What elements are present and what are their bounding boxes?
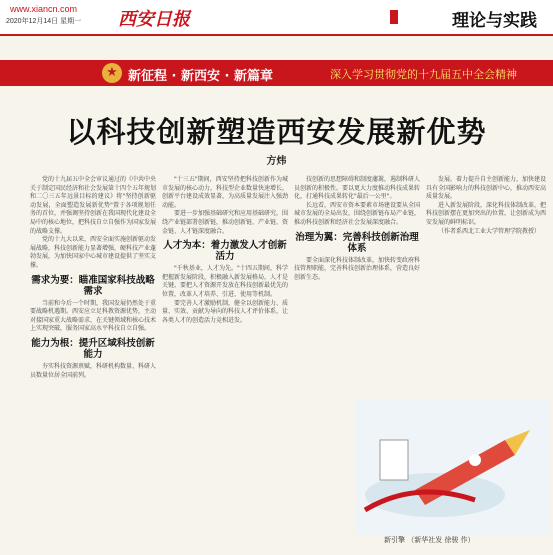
paragraph: 技创新的思想障碍和制度藩篱，遏制科研人员创新的积极性。要以更大力度推动科技成果转化，打通科技成果转化"最后一公里"。 (294, 176, 421, 201)
paragraph: "千秋基业，人才为先。"十四五期间，科学把握新发展阶段，积极融入新发展格局，人才是关键。要把人才资源开发放在科技创新最优先的位置，改革人才培养、引进、使用等机制。 (162, 265, 289, 298)
paragraph: 长远看，西安市资本要素市场建设要从全国城市发展的全局出发，围绕创新链布局产业链，推动科技创新和经济社会发展深度融合。 (294, 201, 421, 226)
rocket-illustration (355, 400, 550, 535)
section-heading: 能力为根：提升区域科技创新能力 (31, 337, 155, 360)
paragraph: 要完善人才激励机制，健全以创新能力、质量、实效、贡献为导向的科技人才评价体系，让各类人才的创造活力竞相迸发。 (162, 299, 289, 324)
section-title: 理论与实践 (452, 11, 537, 31)
section-marker (390, 10, 398, 24)
section-heading: 人才为本：着力激发人才创新活力 (163, 240, 287, 263)
paragraph: 要进一步加强基础研究和应用基础研究，围绕产业链部署创新链，推动创新链、产业链、资金链、人才链深度融合。 (162, 210, 289, 235)
paragraph: 党的十九大以来，西安全面实施创新驱动发展战略，科技创新能力显著增强，硬科技产业蓬勃发展，为加快国家中心城市建设提供了坚实支撑。 (30, 236, 157, 269)
article-column-2 (162, 176, 288, 325)
paragraph: 要全面深化科技体制改革，加快转变政府科技管理职能，完善科技创新治理体系，营造良好创新生态。 (294, 256, 421, 281)
banner-title: 新征程 · 新西安 · 新篇章 (128, 69, 273, 84)
article-column-4 (426, 176, 546, 236)
illustration-caption: 新引擎 （新华社发 徐骏 作） (384, 536, 475, 544)
newspaper-logo: 西安日报 (118, 9, 190, 30)
article-headline: 以科技创新塑造西安发展新优势 (66, 115, 487, 149)
article-column-1 (30, 176, 156, 380)
article-author: 方炜 (266, 156, 287, 167)
paragraph: 进入新发展阶段，深化科技体制改革，把科技创新摆在更加突出的位置，让创新成为西安发展的鲜明标识。 (426, 201, 547, 226)
paragraph: 当前和今后一个时期，我国发展仍然处于重要战略机遇期。西安应立足科教资源优势，主动对接国家重大战略需求，在关键领域和核心技术上实现突破，服务国家高水平科技自立自强。 (30, 299, 157, 333)
article-column-3 (294, 176, 420, 282)
issue-date: 2020年12月14日 星期一 (6, 18, 82, 25)
paragraph: 发展。着力提升自主创新能力，加快建设具有全国影响力的科技创新中心，推动西安高质量发展。 (426, 176, 547, 201)
banner-subtitle: 深入学习贯彻党的十九届五中全会精神 (330, 68, 517, 81)
paragraph: 党的十九届五中全会审议通过的《中共中央关于制定国民经济和社会发展第十四个五年规划和二〇三五年远景目标的建议》将"坚持创新驱动发展，全面塑造发展新优势"置于各项规划任务的首位，并强调坚持创新在我国现代化建设全局中的核心地位，把科技自立自强作为国家发展的战略支撑。 (30, 176, 157, 235)
author-note: （作者系西北工业大学管理学院教授） (438, 227, 541, 235)
masthead (0, 0, 553, 36)
star-icon: ★ (102, 63, 122, 83)
paragraph: "十三五"期间，西安坚持把科技创新作为城市发展的核心动力，科技型企业数量快速增长，创新平台建设成效显著，为高质量发展注入强劲动能。 (162, 176, 289, 209)
illustration (355, 400, 550, 535)
section-heading: 治理为翼：完善科技创新治理体系 (295, 231, 419, 254)
section-heading: 需求为要：瞄准国家科技战略需求 (31, 274, 155, 297)
site-url[interactable]: www.xiancn.com (10, 4, 78, 14)
paragraph: 夯实科技资源禀赋，科研机构数量、科研人员数量位居全国前列。 (30, 362, 157, 379)
